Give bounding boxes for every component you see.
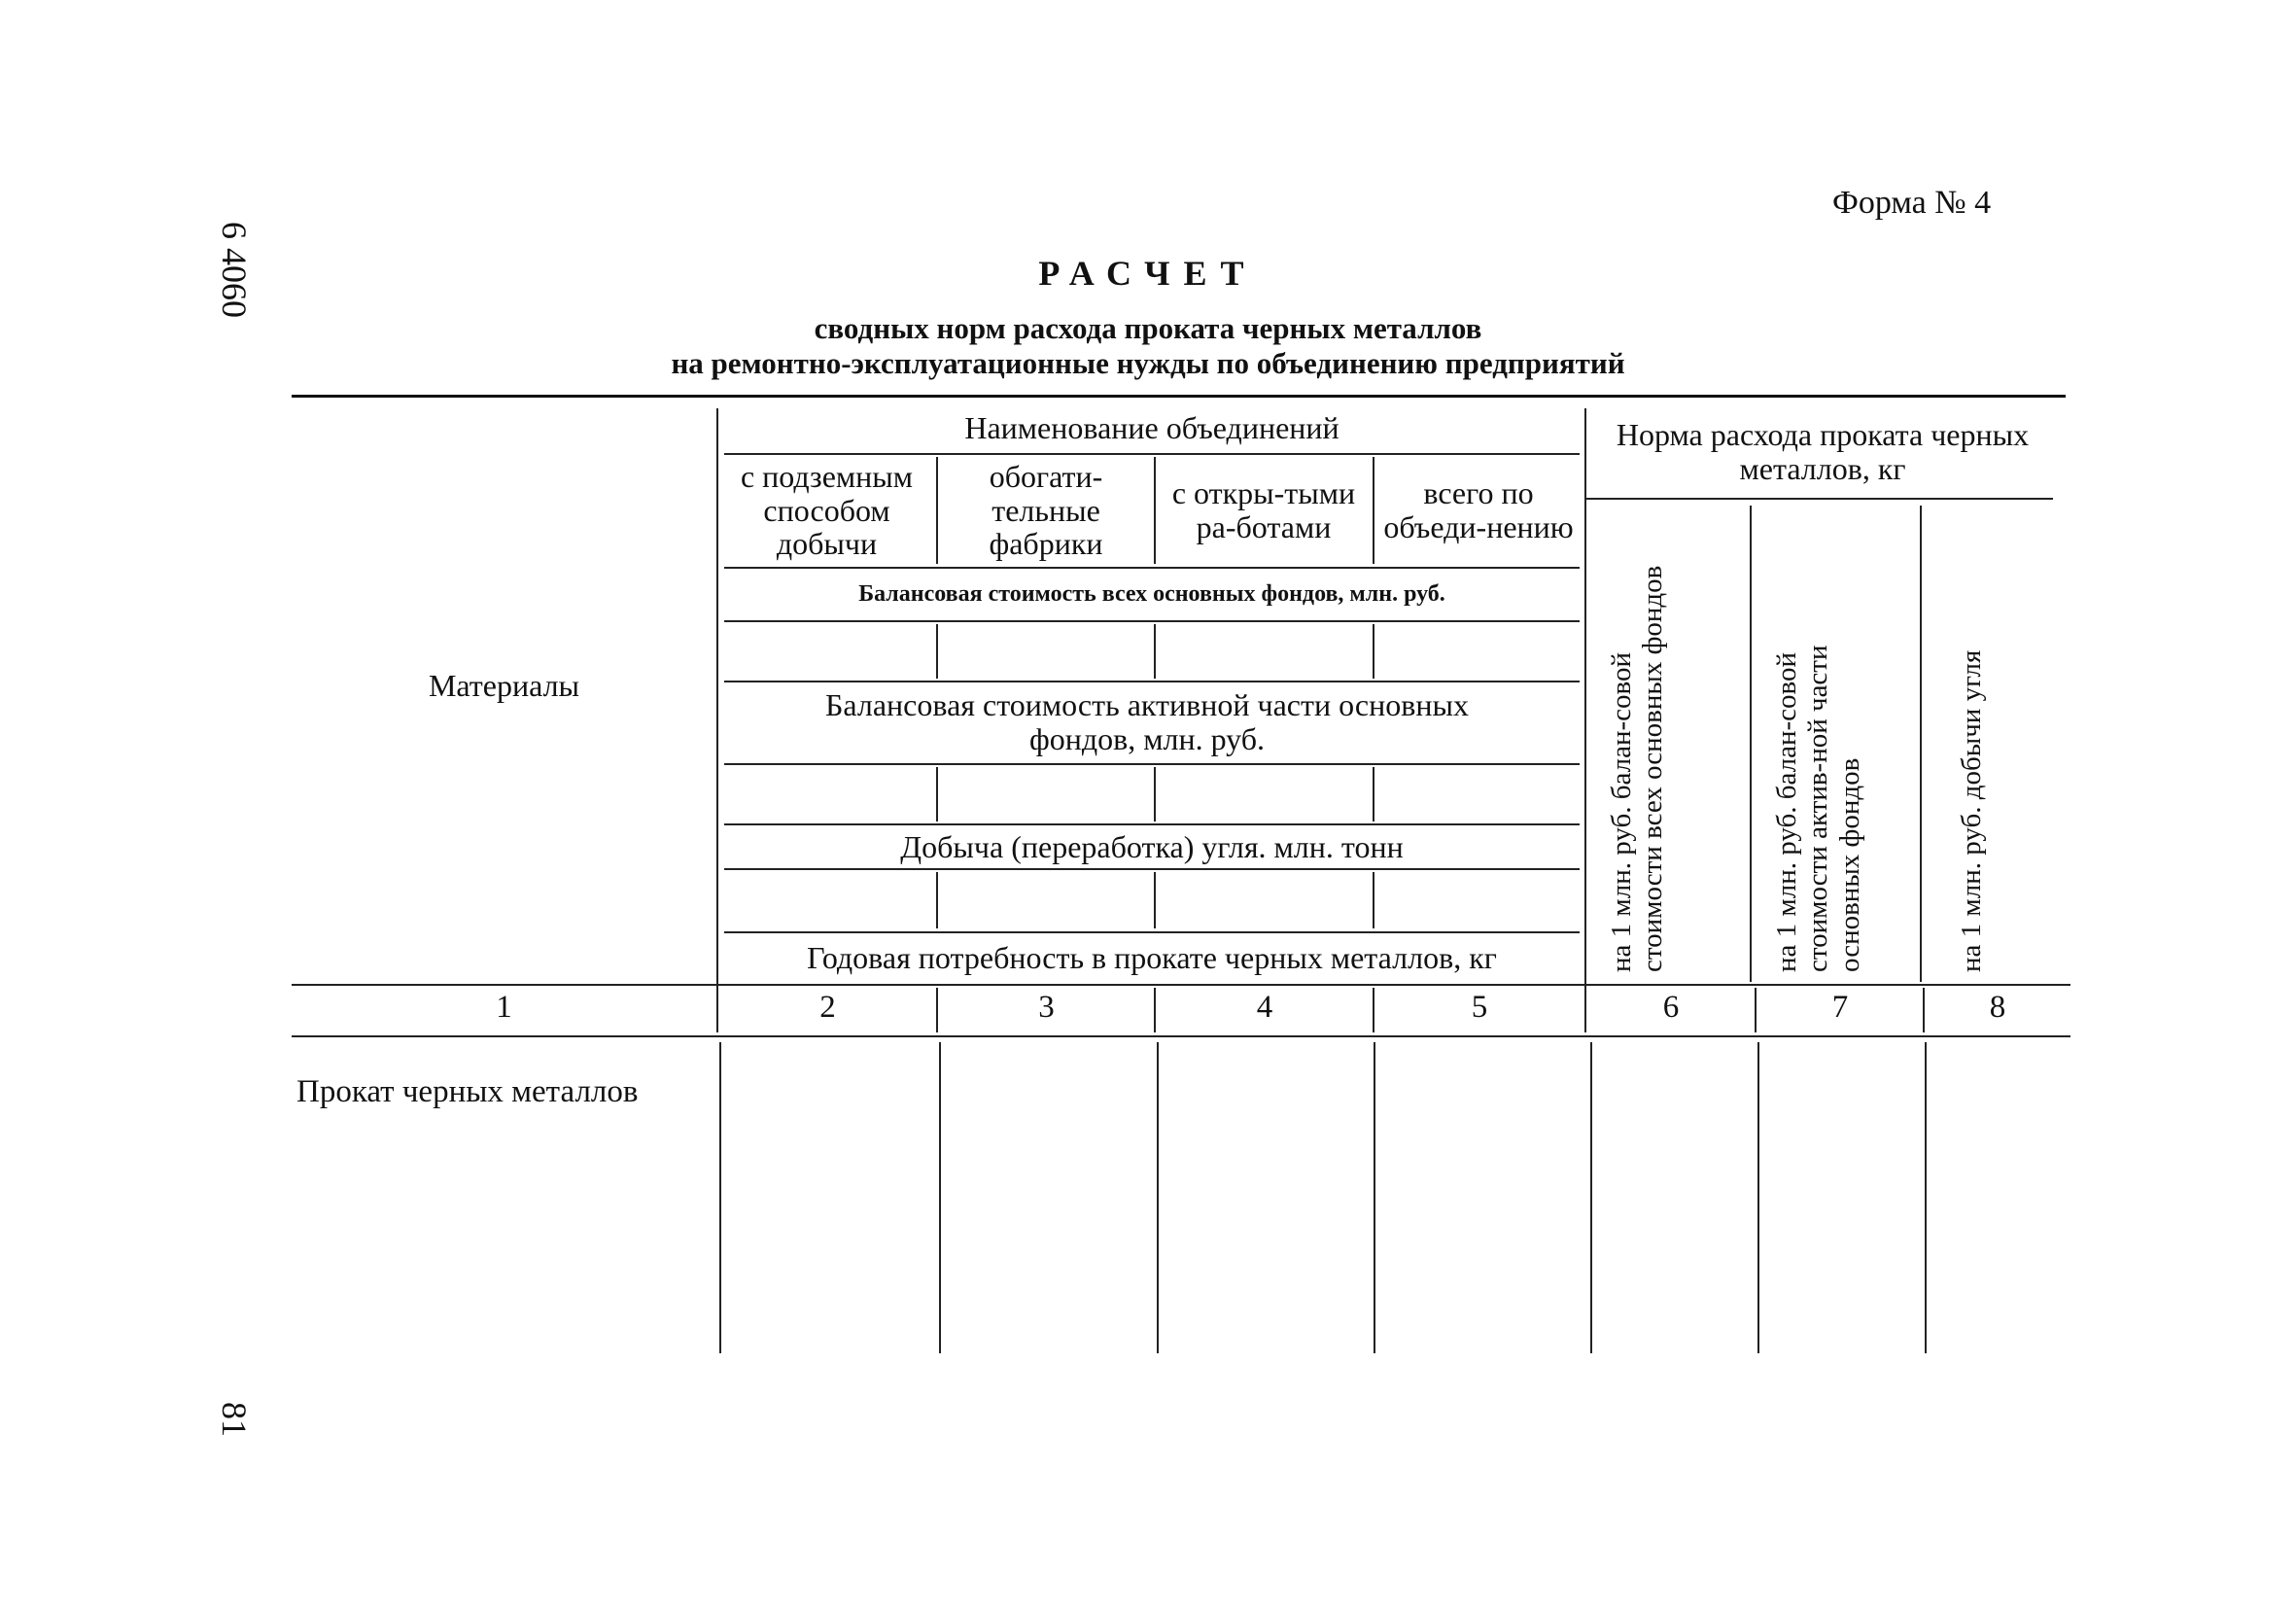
header-col6-text: на 1 млн. руб. балан-совой стоимости всех основных фондов: [1606, 565, 1669, 972]
col-number-2: 2: [819, 990, 836, 1025]
vrule-col2-3-head: [936, 457, 938, 564]
vrule-num-2-3: [936, 988, 938, 1032]
col-number-4: 4: [1256, 990, 1273, 1025]
header-norm-group: Норма расхода проката черных металлов, кг: [1616, 417, 2030, 486]
rule-under-subheads: [724, 567, 1580, 569]
rule-under-group-title: [724, 453, 1580, 455]
vrule-body-6-7: [1757, 1042, 1759, 1353]
row-balance-all: Балансовая стоимость всех основных фондов, млн. руб.: [858, 581, 1445, 608]
row-mining: Добыча (переработка) угля. млн. тонн: [900, 828, 1404, 864]
rule-under-values-3: [724, 931, 1580, 933]
header-col8: [1956, 544, 1987, 972]
vrule-col3-4-r3: [1154, 872, 1156, 928]
col-number-6: 6: [1662, 990, 1680, 1025]
side-label-bottom: 81: [215, 1402, 254, 1437]
vrule-body-3-4: [1157, 1042, 1159, 1353]
subtitle-line-1: сводных норм расхода проката черных металлов: [814, 311, 1482, 345]
header-materials: Материалы: [428, 667, 580, 703]
form-number: Форма № 4: [1832, 185, 1992, 221]
vrule-num-6-7: [1755, 988, 1757, 1032]
rule-under-values-1: [724, 681, 1580, 682]
vrule-col2-3-r3: [936, 872, 938, 928]
vrule-col3-4-r1: [1154, 624, 1156, 679]
header-plants: обогати-тельные фабрики: [989, 459, 1103, 562]
data-row-label: Прокат черных металлов: [296, 1074, 639, 1109]
vrule-body-5-6: [1590, 1042, 1592, 1353]
header-underground: с подземным способом добычи: [740, 459, 914, 562]
header-enterprises-group: Наименование объединений: [964, 409, 1339, 445]
vrule-col4-5-r2: [1373, 767, 1374, 821]
vrule-body-4-5: [1374, 1042, 1375, 1353]
document-title: РАСЧЕТ: [1038, 254, 1258, 293]
rule-under-mining: [724, 868, 1580, 870]
col-number-5: 5: [1471, 990, 1488, 1025]
rule-under-norm-title: [1586, 498, 2053, 500]
row-annual-need: Годовая потребность в прокате черных металлов, кг: [807, 939, 1497, 975]
vrule-col4-5-r1: [1373, 624, 1374, 679]
col-number-8: 8: [1989, 990, 2006, 1025]
vrule-norm-left: [1584, 408, 1586, 1026]
vrule-col7-8-head: [1920, 506, 1922, 982]
row-balance-active: Балансовая стоимость активной части основных фондов, млн. руб.: [825, 687, 1469, 756]
col-number-3: 3: [1038, 990, 1055, 1025]
rule-under-values-2: [724, 823, 1580, 825]
vrule-body-7-8: [1925, 1042, 1927, 1353]
rule-above-numbers: [292, 984, 2070, 986]
col-number-7: 7: [1831, 990, 1849, 1025]
vrule-col6-7-head: [1750, 506, 1752, 982]
vrule-num-1-2: [716, 988, 718, 1032]
vrule-col3-4-head: [1154, 457, 1156, 564]
vrule-col3-4-r2: [1154, 767, 1156, 821]
side-label-top: 6 4060: [215, 222, 254, 318]
table-top-rule: [292, 395, 2066, 398]
vrule-col2-3-r1: [936, 624, 938, 679]
rule-below-numbers: [292, 1035, 2070, 1037]
col-number-1: 1: [496, 990, 512, 1025]
header-open-pit: с откры-тыми ра-ботами: [1171, 475, 1356, 544]
vrule-body-1-2: [719, 1042, 721, 1353]
vrule-num-5-6: [1584, 988, 1586, 1032]
rule-under-balance-active: [724, 763, 1580, 765]
vrule-num-3-4: [1154, 988, 1156, 1032]
vrule-body-2-3: [939, 1042, 941, 1353]
header-col7: [1771, 544, 1865, 972]
vrule-col2-3-r2: [936, 767, 938, 821]
vrule-col4-5-r3: [1373, 872, 1374, 928]
header-col7-text: на 1 млн. руб. балан-совой стоимости актив-ной части основных фондов: [1771, 645, 1865, 972]
subtitle-line-2: на ремонтно-эксплуатационные нужды по объединению предприятий: [671, 346, 1625, 380]
header-col6: [1606, 544, 1669, 972]
header-total: всего по объеди-нению: [1383, 475, 1574, 544]
rule-under-balance-all: [724, 620, 1580, 622]
header-col8-text: на 1 млн. руб. добычи угля: [1956, 649, 1987, 972]
